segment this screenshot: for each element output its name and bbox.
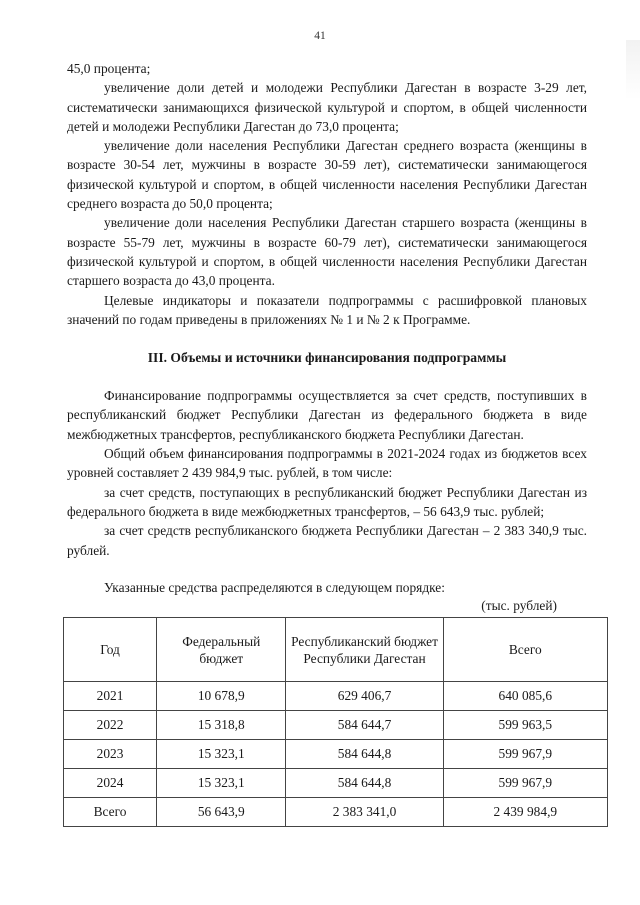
paragraph-continuation: 45,0 процента;	[67, 61, 151, 76]
cell-total: 599 967,9	[443, 769, 607, 798]
distribution-intro: Указанные средства распределяются в следующем порядке:	[104, 579, 445, 595]
cell-total: 599 963,5	[443, 711, 607, 740]
cell-republic: 629 406,7	[286, 682, 443, 711]
header-federal-budget: Федеральный бюджет	[157, 618, 286, 682]
paragraph-republic-funds: за счет средств республиканского бюджета Республики Дагестан – 2 383 340,9 тыс. рублей.	[67, 523, 587, 558]
paragraph-youth-share: увеличение доли детей и молодежи Республики Дагестан в возрасте 3-29 лет, систематически занимающихся физической культурой и спортом, в общей численности детей и молодежи Республики Дагестан до 73,0 процента;	[67, 80, 587, 134]
paragraph-total-volume: Общий объем финансирования подпрограммы в 2021-2024 годах из бюджетов всех уровней составляет 2 439 984,9 тыс. рублей, в том числе:	[67, 446, 587, 481]
section-title: III. Объемы и источники финансирования подпрограммы	[147, 350, 507, 366]
cell-year: 2022	[64, 711, 157, 740]
table-row	[64, 711, 608, 740]
financing-table	[63, 617, 608, 827]
cell-republic: 2 383 341,0	[286, 798, 443, 827]
scan-margin-mark	[626, 40, 640, 100]
paragraph-target-indicators: Целевые индикаторы и показатели подпрограммы с расшифровкой плановых значений по годам приведены в приложениях № 1 и № 2 к Программе.	[67, 292, 587, 327]
table-header-row	[64, 618, 608, 682]
header-total: Всего	[443, 618, 607, 682]
table-total-row	[64, 798, 608, 827]
cell-year: Всего	[64, 798, 157, 827]
cell-year: 2021	[64, 682, 157, 711]
cell-total: 640 085,6	[443, 682, 607, 711]
paragraph-older-age-share: увеличение доли населения Республики Дагестан старшего возраста (женщины в возрасте 55-79 лет, мужчины в возрасте 60-79 лет), систематически занимающегося физической культурой и спортом, в общей численности населения Республики Дагестан старшего возраста до 43,0 процента.	[67, 215, 587, 289]
cell-federal: 15 318,8	[157, 711, 286, 740]
cell-total: 2 439 984,9	[443, 798, 607, 827]
cell-republic: 584 644,7	[286, 711, 443, 740]
header-year: Год	[64, 618, 157, 682]
paragraph-federal-funds: за счет средств, поступающих в республиканский бюджет Республики Дагестан из федерального бюджета в виде межбюджетных трансфертов, – 56 643,9 тыс. рублей;	[67, 484, 587, 519]
header-republic-budget: Республиканский бюджет Республики Дагестан	[286, 618, 443, 682]
units-label: (тыс. рублей)	[481, 598, 557, 614]
cell-republic: 584 644,8	[286, 740, 443, 769]
table-row	[64, 682, 608, 711]
page-number: 41	[314, 30, 326, 42]
cell-total: 599 967,9	[443, 740, 607, 769]
paragraph-middle-age-share: увеличение доли населения Республики Дагестан среднего возраста (женщины в возрасте 30-54 лет, мужчины в возрасте 30-59 лет), систематически занимающегося физической культурой и спортом, в общей численности населения Республики Дагестан среднего возраста до 50,0 процента;	[67, 138, 587, 212]
table-row	[64, 769, 608, 798]
cell-year: 2023	[64, 740, 157, 769]
cell-federal: 56 643,9	[157, 798, 286, 827]
paragraph-financing-sources: Финансирование подпрограммы осуществляется за счет средств, поступивших в республиканский бюджет Республики Дагестан из федерального бюджета в виде межбюджетных трансфертов, республиканского бюджета Республики Дагестан.	[67, 388, 587, 442]
cell-republic: 584 644,8	[286, 769, 443, 798]
cell-federal: 15 323,1	[157, 740, 286, 769]
cell-year: 2024	[64, 769, 157, 798]
text-block	[67, 59, 587, 615]
cell-federal: 15 323,1	[157, 769, 286, 798]
cell-federal: 10 678,9	[157, 682, 286, 711]
table-row	[64, 740, 608, 769]
